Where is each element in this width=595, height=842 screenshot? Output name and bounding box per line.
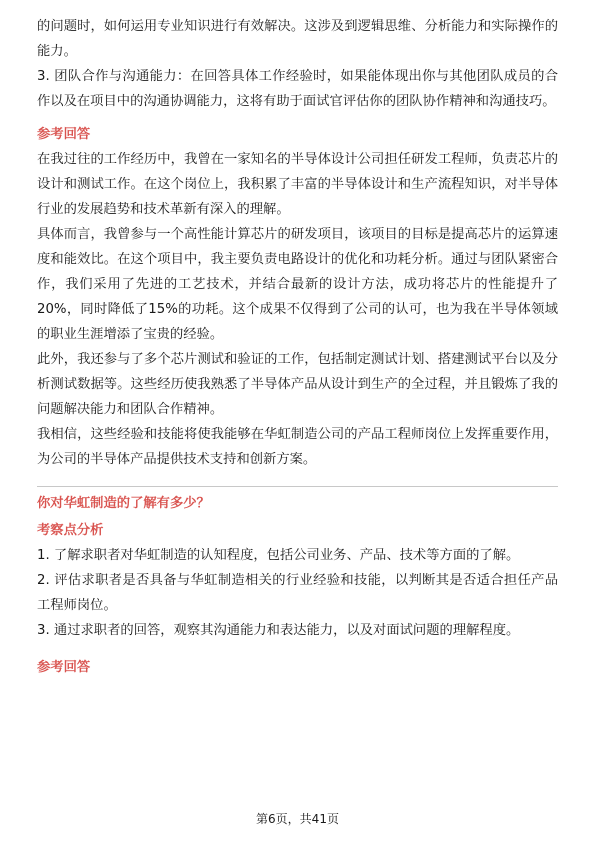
page-number: 第6页，共41页: [256, 812, 339, 826]
paragraph-teamwork-point: 3. 团队合作与沟通能力：在回答具体工作经验时，如果能体现出你与其他团队成员的合作以及在项目中的沟通协调能力，这将有助于面试官评估你的团队协作精神和沟通技巧。: [37, 69, 558, 109]
paragraph-continuation: 的问题时，如何运用专业知识进行有效解决。这涉及到逻辑思维、分析能力和实际操作的能力。: [37, 19, 558, 59]
question-heading: 你对华虹制造的了解有多少？: [37, 496, 210, 511]
analysis-heading: 考察点分析: [37, 523, 104, 538]
section-divider: [37, 486, 558, 487]
analysis-item: 1. 了解求职者对华虹制造的认知程度，包括公司业务、产品、技术等方面的了解。: [37, 548, 520, 563]
analysis-item: 2. 评估求职者是否具备与华虹制造相关的行业经验和技能，以判断其是否适合担任产品工程师岗位。: [37, 573, 558, 613]
reference-answer-heading-2: 参考回答: [37, 660, 91, 675]
answer-paragraph: 具体而言，我曾参与一个高性能计算芯片的研发项目，该项目的目标是提高芯片的运算速度和能效比。在这个项目中，我主要负责电路设计的优化和功耗分析。通过与团队紧密合作，我们采用了先进的工艺技术，并结合最新的设计方法，成功将芯片的性能提升了20%，同时降低了15%的功耗。这个成果不仅得到了公司的认可，也为我在半导体领域的职业生涯增添了宝贵的经验。: [37, 227, 558, 342]
reference-answer-heading: 参考回答: [37, 127, 91, 142]
answer-paragraph: 我相信，这些经验和技能将使我能够在华虹制造公司的产品工程师岗位上发挥重要作用，为公司的半导体产品提供技术支持和创新方案。: [37, 427, 558, 467]
answer-paragraph: 此外，我还参与了多个芯片测试和验证的工作，包括制定测试计划、搭建测试平台以及分析测试数据等。这些经历使我熟悉了半导体产品从设计到生产的全过程，并且锻炼了我的问题解决能力和团队合作精神。: [37, 352, 558, 417]
answer-paragraph: 在我过往的工作经历中，我曾在一家知名的半导体设计公司担任研发工程师，负责芯片的设计和测试工作。在这个岗位上，我积累了丰富的半导体设计和生产流程知识，对半导体行业的发展趋势和技术革新有深入的理解。: [37, 152, 558, 217]
page-content: [37, 14, 558, 680]
analysis-item: 3. 通过求职者的回答，观察其沟通能力和表达能力，以及对面试问题的理解程度。: [37, 623, 520, 638]
